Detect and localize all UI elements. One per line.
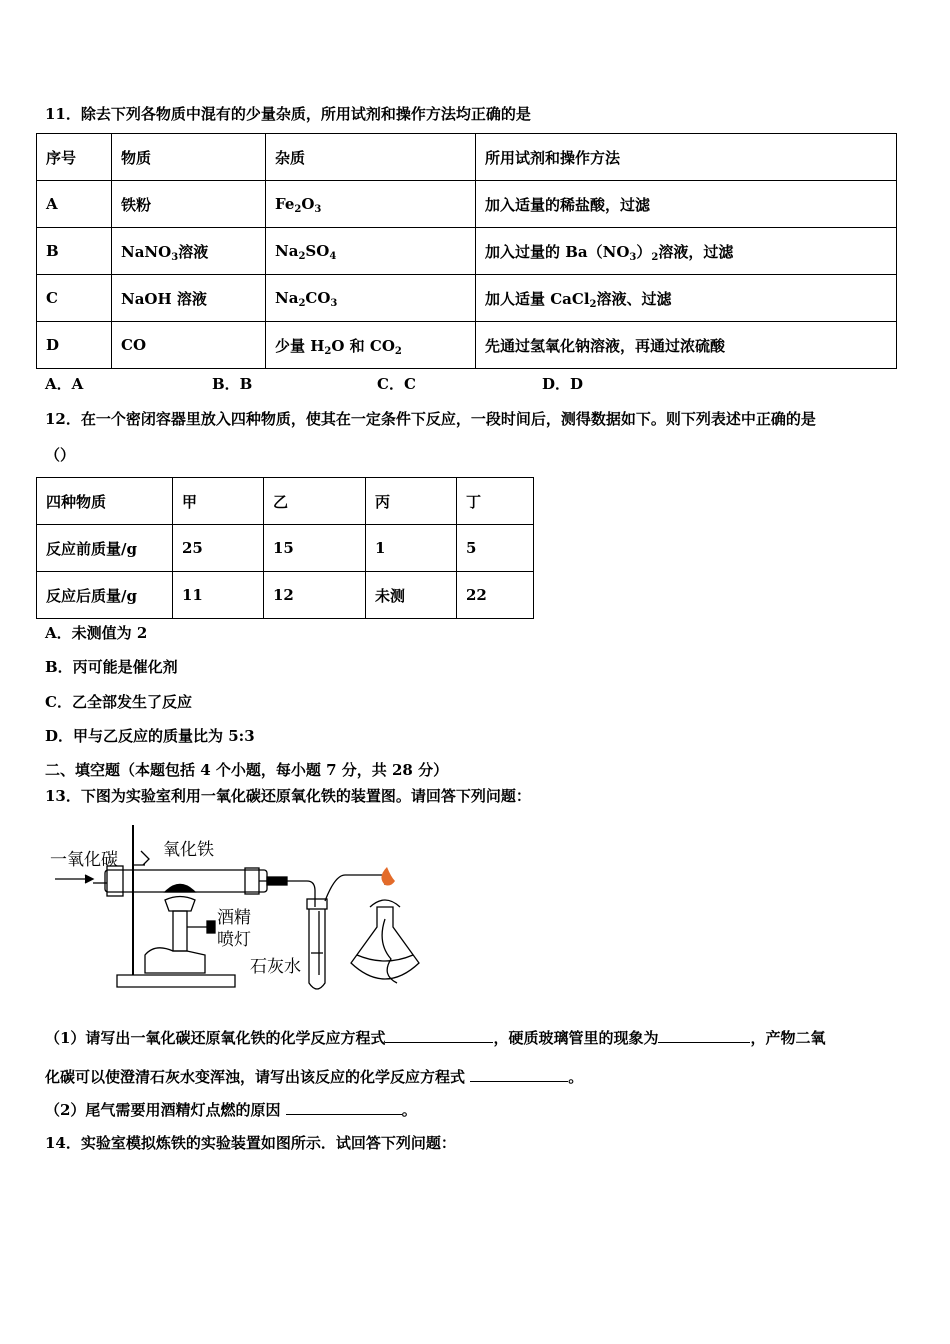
answer-blank-phenomenon[interactable]: [658, 1027, 750, 1043]
value-cell: 5: [457, 525, 534, 572]
table-row: [37, 572, 534, 619]
q12-option-b: B．丙可能是催化剂: [45, 658, 178, 676]
header-cell: 物质: [112, 134, 266, 181]
flame-icon: [381, 867, 395, 886]
method-cell: 加人适量 CaCl$_2$溶液、过滤: [476, 275, 897, 322]
q11-option-d: D．D: [542, 375, 584, 393]
label-fe2o3: 氧化铁: [163, 840, 214, 860]
value-cell: 25: [173, 525, 264, 572]
header-cell: 丙: [366, 478, 457, 525]
row-label: 反应前质量/g: [37, 525, 173, 572]
row-id: A: [37, 181, 112, 228]
impurity-cell: $Na_2SO_4$: [266, 228, 476, 275]
impurity-cell: $Na_2CO_3$: [266, 275, 476, 322]
q14-stem: 14．实验室模拟炼铁的实验装置如图所示．试回答下列问题：: [45, 1134, 456, 1152]
q11-option-c: C．C: [377, 375, 416, 393]
header-cell: 四种物质: [37, 478, 173, 525]
q13-p2-text-b: 。: [401, 1101, 417, 1119]
table-row: [37, 322, 897, 369]
q12-option-d: D．甲与乙反应的质量比为 5:3: [45, 727, 255, 745]
header-cell: 丁: [457, 478, 534, 525]
q13-p1-text-d: 化碳可以使澄清石灰水变浑浊，请写出该反应的化学反应方程式: [45, 1068, 466, 1086]
table-header-row: [37, 134, 897, 181]
q11-option-b: B．B: [212, 375, 253, 393]
header-cell: 所用试剂和操作方法: [476, 134, 897, 181]
table-header-row: [37, 478, 534, 525]
table-row: [37, 228, 897, 275]
value-cell: 未测: [366, 572, 457, 619]
header-cell: 乙: [264, 478, 366, 525]
row-id: D: [37, 322, 112, 369]
row-id: B: [37, 228, 112, 275]
method-cell: 加入过量的 $Ba(NO_3)_2$溶液，过滤: [476, 228, 897, 275]
stand-base: [117, 975, 235, 987]
method-cell: 先通过氢氧化钠溶液，再通过浓硫酸: [476, 322, 897, 369]
q12-stem-cont: （）: [45, 446, 76, 464]
q13-part1-line2: [45, 1066, 583, 1087]
value-cell: 1: [366, 525, 457, 572]
q13-stem: 13．下图为实验室利用一氧化碳还原氧化铁的装置图。请回答下列问题：: [45, 787, 531, 805]
table-row: [37, 275, 897, 322]
header-cell: 序号: [37, 134, 112, 181]
q13-p1-text-b: ，硬质玻璃管里的现象为: [493, 1029, 659, 1047]
label-lamp-1: 酒精: [217, 908, 251, 928]
value-cell: 15: [264, 525, 366, 572]
q13-p1-text-c: ，产物二氧: [750, 1029, 826, 1047]
q11-option-a: A．A: [45, 375, 84, 393]
q12-stem: 12．在一个密闭容器里放入四种物质，使其在一定条件下反应，一段时间后，测得数据如下。则下列表述中正确的是: [45, 410, 816, 428]
q12-option-a: A．未测值为 2: [45, 624, 148, 642]
header-cell: 甲: [173, 478, 264, 525]
label-co: 一氧化碳: [50, 850, 118, 870]
header-cell: 杂质: [266, 134, 476, 181]
answer-blank-reason[interactable]: [286, 1099, 402, 1115]
q13-part1-line1: [45, 1027, 825, 1048]
substance-cell: 铁粉: [112, 181, 266, 228]
impurity-cell: $Fe_2O_3$: [266, 181, 476, 228]
label-limewater: 石灰水: [250, 957, 301, 977]
value-cell: 12: [264, 572, 366, 619]
section-heading: 二、填空题（本题包括 4 个小题，每小题 7 分，共 28 分）: [45, 761, 449, 779]
q13-p2-text-a: （2）尾气需要用酒精灯点燃的原因: [45, 1101, 281, 1119]
value-cell: 22: [457, 572, 534, 619]
q13-p1-text-a: （1）请写出一氧化碳还原氧化铁的化学反应方程式: [45, 1029, 386, 1047]
row-label: 反应后质量/g: [37, 572, 173, 619]
method-cell: 加入适量的稀盐酸，过滤: [476, 181, 897, 228]
apparatus-diagram: [45, 815, 425, 995]
q13-part2: [45, 1099, 417, 1120]
q11-table: [36, 133, 897, 369]
substance-cell: NaNO$_3$溶液: [112, 228, 266, 275]
table-row: [37, 525, 534, 572]
answer-blank-equation[interactable]: [385, 1027, 493, 1043]
substance-cell: CO: [112, 322, 266, 369]
substance-cell: NaOH 溶液: [112, 275, 266, 322]
label-lamp-2: 喷灯: [217, 930, 251, 950]
value-cell: 11: [173, 572, 264, 619]
impurity-cell: 少量 $H_2O$ 和 $CO_2$: [266, 322, 476, 369]
answer-blank-limewater-equation[interactable]: [470, 1066, 568, 1082]
q13-p1-text-e: 。: [568, 1068, 584, 1086]
q11-stem: 11．除去下列各物质中混有的少量杂质，所用试剂和操作方法均正确的是: [45, 105, 531, 123]
q12-option-c: C．乙全部发生了反应: [45, 693, 192, 711]
q12-table: [36, 477, 534, 619]
row-id: C: [37, 275, 112, 322]
table-row: [37, 181, 897, 228]
